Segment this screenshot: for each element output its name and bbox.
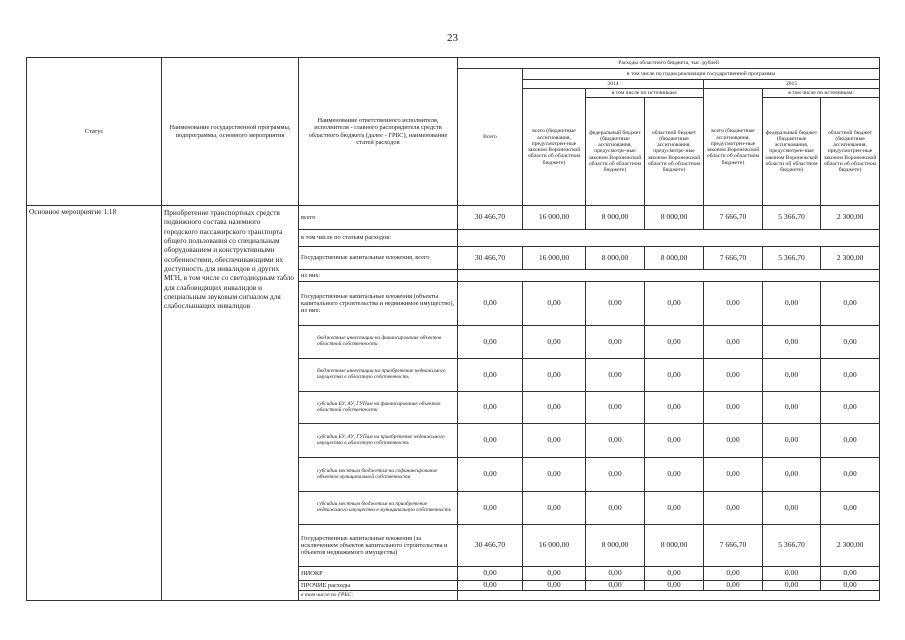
- value-cell: 8 000,00: [645, 206, 704, 230]
- value-cell: 30 466,70: [458, 206, 523, 230]
- value-cell: 0,00: [763, 359, 821, 392]
- header-year-2014: 2014: [523, 80, 704, 89]
- value-cell: 0,00: [763, 458, 821, 492]
- value-cell: 0,00: [763, 282, 821, 326]
- value-cell: 0,00: [704, 567, 763, 581]
- activity-status: Основное мероприятие 1.18: [27, 206, 162, 601]
- value-cell: 0,00: [704, 392, 763, 424]
- activity-name: Приобретение транспортных средств подвижного состава наземного городского пассажирского транспорта общего пользования со специальным оборудованием и конструктивными особенностями, обеспечивающими их доступность для инвалидов и других МГН, в том числе со светодиодным табло для слабовидящих инвалидов и специальным звуковым сигналом для слабослышащих инвалидов: [162, 206, 299, 601]
- value-cell: 0,00: [763, 326, 821, 359]
- budget-table: [26, 57, 880, 601]
- value-cell: 0,00: [523, 458, 586, 492]
- value-cell: 0,00: [704, 424, 763, 458]
- value-cell: 0,00: [645, 326, 704, 359]
- header-expenses-title: Расходы областного бюджета, тыс. рублей: [458, 58, 880, 69]
- header-total-budget-2015: всего (бюджетные ассигнования, предусмотрен-ные законом Воронежской области об областном бюджете): [704, 89, 763, 206]
- header-total: Всего: [458, 69, 523, 206]
- value-cell: 0,00: [458, 392, 523, 424]
- value-cell: 0,00: [821, 326, 880, 359]
- header-federal-2015: федеральный бюджет (бюджетные ассигнования, предусмотрен-ные законом Воронежской области об областном бюджете): [763, 98, 821, 206]
- value-cell: 0,00: [586, 492, 645, 525]
- row-label: ПРОЧИЕ расходы: [299, 581, 458, 591]
- value-cell: 0,00: [523, 282, 586, 326]
- value-cell: 0,00: [645, 359, 704, 392]
- value-cell: 8 000,00: [645, 525, 704, 567]
- value-cell: 0,00: [523, 326, 586, 359]
- row-label: Государственные капитальные вложения, всего: [299, 247, 458, 270]
- value-cell: 0,00: [763, 581, 821, 591]
- value-cell: 0,00: [458, 282, 523, 326]
- value-cell: 0,00: [523, 492, 586, 525]
- value-cell: 0,00: [763, 567, 821, 581]
- value-cell: 0,00: [821, 492, 880, 525]
- empty-values: [458, 230, 880, 247]
- value-cell: 0,00: [645, 424, 704, 458]
- header-year-2015: 2015: [704, 80, 880, 89]
- value-cell: 0,00: [523, 581, 586, 591]
- value-cell: 5 366,70: [763, 206, 821, 230]
- header-status: Статус: [27, 58, 162, 206]
- row-label: НИОКР: [299, 567, 458, 581]
- value-cell: 0,00: [458, 492, 523, 525]
- header-executor: Наименование ответственного исполнителя, исполнителя - главного распорядителя средств областного бюджета (далее - ГРБС), наименование статей расходов: [299, 58, 458, 206]
- value-cell: 0,00: [645, 458, 704, 492]
- header-regional-2014: областной бюджет (бюджетные ассигнования, предусмотре-ные законом Воронежской области об областном бюджете): [645, 98, 704, 206]
- row-label: в том числе по ГРБС:: [299, 591, 458, 601]
- value-cell: 0,00: [458, 458, 523, 492]
- value-cell: 0,00: [821, 567, 880, 581]
- header-incl-sources-2014: в том числе по источникам:: [586, 89, 704, 98]
- value-cell: 0,00: [586, 458, 645, 492]
- value-cell: 0,00: [586, 424, 645, 458]
- row-label: бюджетные инвестиции на приобретение недвижимого имущества в областную собственность: [299, 359, 458, 392]
- value-cell: 2 300,00: [821, 247, 880, 270]
- value-cell: 0,00: [821, 424, 880, 458]
- value-cell: 2 300,00: [821, 206, 880, 230]
- value-cell: 0,00: [586, 282, 645, 326]
- value-cell: 0,00: [586, 392, 645, 424]
- value-cell: 16 000,00: [523, 525, 586, 567]
- value-cell: 30 466,70: [458, 525, 523, 567]
- value-cell: 0,00: [523, 567, 586, 581]
- value-cell: 0,00: [704, 458, 763, 492]
- row-label: Государственные капитальные вложения (объекты капитального строительства и недвижимое имущество), из них:: [299, 282, 458, 326]
- value-cell: 0,00: [458, 424, 523, 458]
- page-number: 23: [447, 32, 458, 44]
- row-label: Государственные капитальные вложения (за исключением объектов капитального строительства и объектов недвижимого имущества): [299, 525, 458, 567]
- row-label: субсидии местным бюджетам на приобретение недвижимого имущества в муниципальную собственность: [299, 492, 458, 525]
- value-cell: 0,00: [704, 282, 763, 326]
- value-cell: 0,00: [458, 567, 523, 581]
- row-label: всего: [299, 206, 458, 230]
- value-cell: 8 000,00: [645, 247, 704, 270]
- row-label: бюджетные инвестиции на финансирование объектов областной собственности: [299, 326, 458, 359]
- value-cell: 0,00: [645, 567, 704, 581]
- value-cell: 0,00: [821, 282, 880, 326]
- value-cell: 8 000,00: [586, 206, 645, 230]
- row-label: субсидии БУ, АУ, ГУПам на приобретение недвижимого имущества в областную собственность: [299, 424, 458, 458]
- value-cell: 0,00: [523, 424, 586, 458]
- value-cell: 8 000,00: [586, 525, 645, 567]
- row-label: субсидии местным бюджетам на софинансирование объектов муниципальной собственности: [299, 458, 458, 492]
- header-program-name: Наименование государственной программы, подпрограммы, основного мероприятия: [162, 58, 299, 206]
- value-cell: 0,00: [645, 282, 704, 326]
- value-cell: 0,00: [763, 424, 821, 458]
- value-cell: 0,00: [586, 581, 645, 591]
- value-cell: 0,00: [704, 581, 763, 591]
- row-label: из них:: [299, 270, 458, 282]
- value-cell: 0,00: [586, 567, 645, 581]
- value-cell: 7 666,70: [704, 247, 763, 270]
- row-label: в том числе по статьям расходов:: [299, 230, 458, 247]
- value-cell: 0,00: [523, 359, 586, 392]
- value-cell: 0,00: [458, 326, 523, 359]
- value-cell: 0,00: [821, 581, 880, 591]
- value-cell: 0,00: [523, 392, 586, 424]
- value-cell: 0,00: [704, 326, 763, 359]
- header-total-budget-2014: всего (бюджетные ассигнования, предусмотрен-ные законом Воронежской области об областном бюджете): [523, 89, 586, 206]
- value-cell: 5 366,70: [763, 247, 821, 270]
- value-cell: 0,00: [763, 492, 821, 525]
- table-row: [27, 206, 880, 230]
- value-cell: 5 366,70: [763, 525, 821, 567]
- value-cell: 0,00: [763, 392, 821, 424]
- header-by-years: в том числе по годам реализации государственной программы: [523, 69, 880, 80]
- value-cell: 0,00: [821, 392, 880, 424]
- empty-values: [458, 591, 880, 601]
- value-cell: 0,00: [645, 492, 704, 525]
- value-cell: 0,00: [645, 392, 704, 424]
- value-cell: 0,00: [645, 581, 704, 591]
- value-cell: 8 000,00: [586, 247, 645, 270]
- value-cell: 0,00: [458, 581, 523, 591]
- header-incl-sources-2015: в том числе по источникам:: [763, 89, 880, 98]
- value-cell: 7 666,70: [704, 525, 763, 567]
- row-label: субсидии БУ, АУ, ГУПам на финансирование объектов областной собственности: [299, 392, 458, 424]
- empty-values: [458, 270, 880, 282]
- value-cell: 0,00: [704, 492, 763, 525]
- value-cell: 16 000,00: [523, 206, 586, 230]
- value-cell: 0,00: [821, 359, 880, 392]
- value-cell: 7 666,70: [704, 206, 763, 230]
- header-federal-2014: федеральный бюджет (бюджетные ассигнования, предусмотре-ные законом Воронежской области об областном бюджете): [586, 98, 645, 206]
- value-cell: 0,00: [458, 359, 523, 392]
- value-cell: 0,00: [821, 458, 880, 492]
- value-cell: 16 000,00: [523, 247, 586, 270]
- header-regional-2015: областной бюджет (бюджетные ассигнования, предусмотрен-ные законом Воронежской области об областном бюджете): [821, 98, 880, 206]
- value-cell: 0,00: [704, 359, 763, 392]
- value-cell: 0,00: [586, 359, 645, 392]
- value-cell: 0,00: [586, 326, 645, 359]
- value-cell: 2 300,00: [821, 525, 880, 567]
- value-cell: 30 466,70: [458, 247, 523, 270]
